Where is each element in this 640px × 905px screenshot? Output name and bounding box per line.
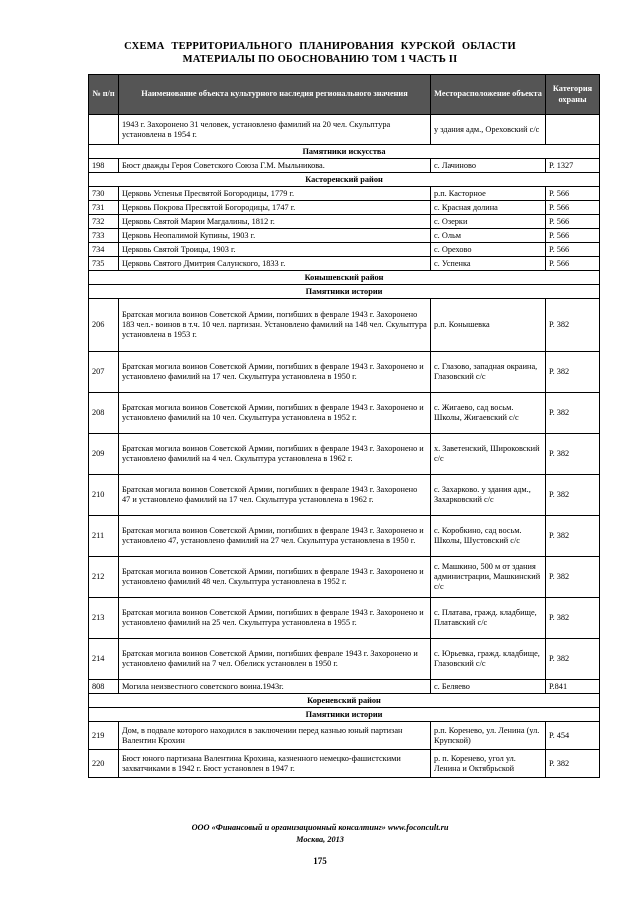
cell-category: Р. 382 <box>546 393 600 434</box>
table-row <box>89 639 600 680</box>
cell-category: Р. 382 <box>546 516 600 557</box>
footer-company: ООО «Финансовый и организационный консалтинг» www.foconcult.ru <box>191 823 449 832</box>
footer-city-year: Москва, 2013 <box>296 835 344 844</box>
cell-num: 207 <box>89 352 119 393</box>
cell-num: 732 <box>89 215 119 229</box>
section-row <box>89 173 600 187</box>
cell-location: с. Орехово <box>431 243 546 257</box>
table-row <box>89 299 600 352</box>
section-row <box>89 271 600 285</box>
table-row <box>89 115 600 145</box>
cell-num: 210 <box>89 475 119 516</box>
cell-name: Братская могила воинов Советской Армии, погибших в феврале 1943 г. Захоронено и установлено фамилий 48 чел. Скульптура установлена в 1952 г. <box>119 557 431 598</box>
cell-num: 208 <box>89 393 119 434</box>
table-row <box>89 516 600 557</box>
column-header-location: Месторасположение объекта <box>431 75 546 115</box>
table-row <box>89 243 600 257</box>
cell-name: Братская могила воинов Советской Армии, погибших в феврале 1943 г. Захоронено и установлено фамилий на 17 чел. Скульптура установлена в 1950 г. <box>119 352 431 393</box>
cell-category: Р. 566 <box>546 257 600 271</box>
cell-num: 735 <box>89 257 119 271</box>
cell-name: Дом, в подвале которого находился в заключении перед казнью юный партизан Валентин Крохин <box>119 722 431 750</box>
cell-location: с. Захарково. у здания адм., Захарковский с/с <box>431 475 546 516</box>
document-subtitle: МАТЕРИАЛЫ ПО ОБОСНОВАНИЮ ТОМ 1 ЧАСТЬ II <box>182 54 458 65</box>
cell-location: с. Машкино, 500 м от здания администрации, Машкинский с/с <box>431 557 546 598</box>
cell-name: Церковь Неопалимой Купины, 1903 г. <box>119 229 431 243</box>
cell-location: с. Успенка <box>431 257 546 271</box>
cell-category: Р. 382 <box>546 434 600 475</box>
cell-name: Церковь Святой Марии Магдалины, 1812 г. <box>119 215 431 229</box>
table-row <box>89 215 600 229</box>
cell-name: Братская могила воинов Советской Армии, погибших феврале 1943 г. Захоронено и установлено фамилий на 7 чел. Обелиск установлен в 1950 г. <box>119 639 431 680</box>
table-row <box>89 434 600 475</box>
cell-name: Братская могила воинов Советской Армии, погибших в феврале 1943 г. Захоронено и установлено фамилий на 25 чел. Скульптура установлена в 1955 г. <box>119 598 431 639</box>
cell-category: Р. 454 <box>546 722 600 750</box>
table-row <box>89 393 600 434</box>
section-row <box>89 694 600 708</box>
cell-location: с. Коробкино, сад восьм. Школы, Шустовский с/с <box>431 516 546 557</box>
cell-name: Братская могила воинов Советской Армии, погибших в феврале 1943 г. Захоронено и установлено 47, установлено фамилий на 27 чел. Скульптура установлена в 1950 г. <box>119 516 431 557</box>
cell-num: 213 <box>89 598 119 639</box>
cell-category: Р. 566 <box>546 215 600 229</box>
section-title: Памятники искусства <box>89 145 600 159</box>
cell-num: 212 <box>89 557 119 598</box>
cell-num: 733 <box>89 229 119 243</box>
table-row <box>89 680 600 694</box>
cell-location: с. Юрьевка, гражд. кладбище, Глазовский с/с <box>431 639 546 680</box>
table-row <box>89 750 600 778</box>
section-title: Кореневский район <box>89 694 600 708</box>
section-title: Конышевский район <box>89 271 600 285</box>
cell-name: Церковь Святого Дмитрия Салунского, 1833 г. <box>119 257 431 271</box>
cell-name: Братская могила воинов Советской Армии, погибших в феврале 1943 г. Захоронено 183 чел.- воинов в т.ч. 10 чел. партизан. Установлено фамилий на 148 чел. Скульптура установлена в 1953 г. <box>119 299 431 352</box>
table-row <box>89 257 600 271</box>
column-header-name: Наименование объекта культурного наследия регионального значения <box>119 75 431 115</box>
cell-name: Бюст юного партизана Валентина Крохина, казненного немецко-фашистскими захватчиками в 1942 г. Бюст установлен в 1947 г. <box>119 750 431 778</box>
cell-name: Бюст дважды Героя Советского Союза Г.М. Мыльникова. <box>119 159 431 173</box>
section-row <box>89 285 600 299</box>
cell-num: 206 <box>89 299 119 352</box>
cell-num: 731 <box>89 201 119 215</box>
cell-category: Р. 382 <box>546 299 600 352</box>
cell-num: 209 <box>89 434 119 475</box>
cell-num: 808 <box>89 680 119 694</box>
cell-num: 219 <box>89 722 119 750</box>
cell-num: 220 <box>89 750 119 778</box>
cell-location: с. Лачиново <box>431 159 546 173</box>
cell-location: с. Глазово, западная окраина, Глазовский с/с <box>431 352 546 393</box>
cell-category <box>546 115 600 145</box>
table-row <box>89 201 600 215</box>
cell-location: с. Беляево <box>431 680 546 694</box>
page-number: 175 <box>313 856 327 866</box>
cell-name: Церковь Успенья Пресвятой Богородицы, 1779 г. <box>119 187 431 201</box>
section-row <box>89 145 600 159</box>
cell-category: Р. 566 <box>546 243 600 257</box>
cell-name: Могила неизвестного советского воина.1943г. <box>119 680 431 694</box>
cell-num: 734 <box>89 243 119 257</box>
cell-name: 1943 г. Захоронено 31 человек, установлено фамилий на 20 чел. Скульптура установлена в 1954 г. <box>119 115 431 145</box>
cell-location: р. п. Коренево, угол ул. Ленина и Октябрьской <box>431 750 546 778</box>
cell-name: Братская могила воинов Советской Армии, погибших в феврале 1943 г. Захоронено и установлено фамилий на 10 чел. Скульптура установлена в 1952 г. <box>119 393 431 434</box>
cell-name: Церковь Покрова Пресвятой Богородицы, 1747 г. <box>119 201 431 215</box>
table-row <box>89 475 600 516</box>
cell-category: Р.841 <box>546 680 600 694</box>
cell-num: 198 <box>89 159 119 173</box>
table-row <box>89 557 600 598</box>
cell-name: Церковь Святой Троицы, 1903 г. <box>119 243 431 257</box>
cell-location: с. Платава, гражд. кладбище, Платавский с/с <box>431 598 546 639</box>
heritage-table <box>88 74 600 778</box>
cell-category: Р. 566 <box>546 229 600 243</box>
cell-location: с. Красная долина <box>431 201 546 215</box>
table-row <box>89 229 600 243</box>
cell-category: Р. 382 <box>546 639 600 680</box>
cell-category: Р. 382 <box>546 750 600 778</box>
cell-category: Р. 382 <box>546 557 600 598</box>
cell-num <box>89 115 119 145</box>
cell-location: р.п. Конышевка <box>431 299 546 352</box>
table-row <box>89 187 600 201</box>
cell-category: Р. 566 <box>546 187 600 201</box>
cell-num: 211 <box>89 516 119 557</box>
table-row <box>89 159 600 173</box>
table-row <box>89 352 600 393</box>
section-title: Касторенский район <box>89 173 600 187</box>
table-body <box>89 115 600 778</box>
cell-category: Р. 382 <box>546 475 600 516</box>
cell-category: Р. 566 <box>546 201 600 215</box>
cell-location: с. Озерки <box>431 215 546 229</box>
cell-location: р.п. Коренево, ул. Ленина (ул. Крупской) <box>431 722 546 750</box>
cell-num: 730 <box>89 187 119 201</box>
table-row <box>89 722 600 750</box>
table-header-row <box>89 75 600 115</box>
cell-name: Братская могила воинов Советской Армии, погибших в феврале 1943 г. Захоронено и установлено фамилий на 4 чел. Скульптура установлена в 1962 г. <box>119 434 431 475</box>
cell-category: Р. 1327 <box>546 159 600 173</box>
section-row <box>89 708 600 722</box>
cell-location: х. Заветенский, Широковский с/с <box>431 434 546 475</box>
section-title: Памятники истории <box>89 285 600 299</box>
table-row <box>89 598 600 639</box>
cell-name: Братская могила воинов Советской Армии, погибших в феврале 1943 г. Захоронено 47 и установлено фамилий на 17 чел. Скульптура установлена в 1962 г. <box>119 475 431 516</box>
cell-location: с. Ольм <box>431 229 546 243</box>
cell-category: Р. 382 <box>546 598 600 639</box>
cell-category: Р. 382 <box>546 352 600 393</box>
cell-num: 214 <box>89 639 119 680</box>
section-title: Памятники истории <box>89 708 600 722</box>
cell-location: у здания адм., Ореховский с/с <box>431 115 546 145</box>
column-header-category: Категория охраны <box>546 75 600 115</box>
column-header-num: № п/п <box>89 75 119 115</box>
cell-location: с. Жигаево, сад восьм. Школы, Жигаевский с/с <box>431 393 546 434</box>
cell-location: р.п. Касторное <box>431 187 546 201</box>
document-title: СХЕМА ТЕРРИТОРИАЛЬНОГО ПЛАНИРОВАНИЯ КУРСКОЙ ОБЛАСТИ <box>124 41 516 52</box>
